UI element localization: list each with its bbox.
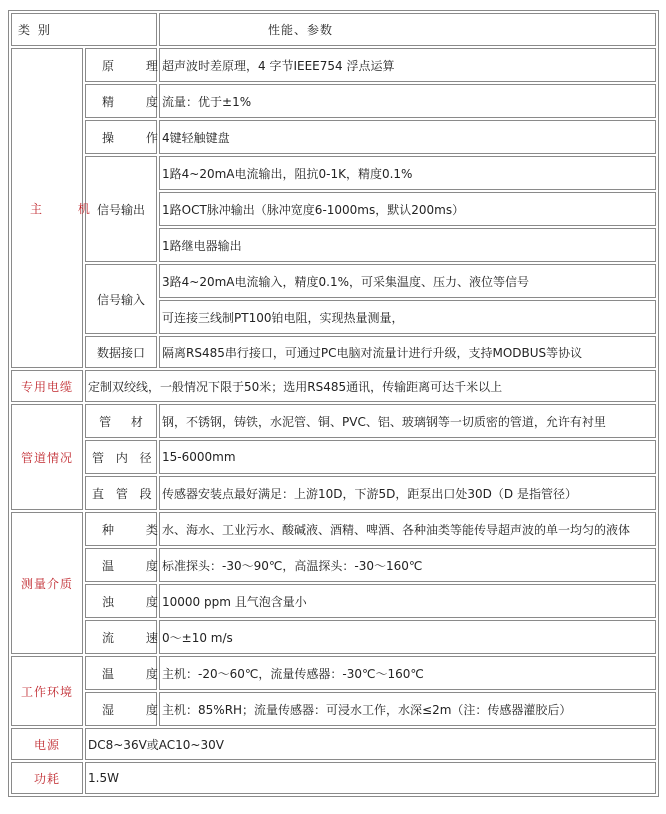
row-signal-out-1 <box>11 156 656 190</box>
value-pipe-material: 钢，不锈钢，铸铁，水泥管、铜、PVC、铝、玻璃钢等一切质密的管道，允许有衬里 <box>159 404 656 438</box>
row-pipe-straight <box>11 476 656 510</box>
label-medium-temp: 温 度 <box>85 548 157 582</box>
row-accuracy <box>11 84 656 118</box>
label-accuracy: 精 度 <box>85 84 157 118</box>
row-operation <box>11 120 656 154</box>
label-signal-in: 信号输入 <box>85 264 157 334</box>
value-principle: 超声波时差原理，4 字节IEEE754 浮点运算 <box>159 48 656 82</box>
row-signal-in-1 <box>11 264 656 298</box>
header-row <box>11 13 656 46</box>
label-data-interface: 数据接口 <box>85 336 157 368</box>
category-cable: 专用电缆 <box>11 370 83 402</box>
label-operation: 操 作 <box>85 120 157 154</box>
row-medium-type <box>11 512 656 546</box>
label-medium-turbidity: 浊 度 <box>85 584 157 618</box>
category-power: 电源 <box>11 728 83 760</box>
value-env-temp: 主机：-20～60℃，流量传感器：-30℃～160℃ <box>159 656 656 690</box>
value-cable: 定制双绞线，一般情况下限于50米；选用RS485通讯，传输距离可达千米以上 <box>85 370 656 402</box>
row-medium-temp <box>11 548 656 582</box>
value-operation: 4键轻触键盘 <box>159 120 656 154</box>
label-signal-out: 信号输出 <box>85 156 157 262</box>
category-pipe: 管道情况 <box>11 404 83 510</box>
label-principle: 原 理 <box>85 48 157 82</box>
label-pipe-straight: 直 管 段 <box>85 476 157 510</box>
row-env-humidity <box>11 692 656 726</box>
value-power: DC8~36V或AC10~30V <box>85 728 656 760</box>
value-accuracy: 流量：优于±1% <box>159 84 656 118</box>
row-principle <box>11 48 656 82</box>
value-pipe-straight: 传感器安装点最好满足：上游10D，下游5D，距泵出口处30D（D 是指管径） <box>159 476 656 510</box>
value-signal-in-1: 3路4~20mA电流输入，精度0.1%，可采集温度、压力、液位等信号 <box>159 264 656 298</box>
row-cable <box>11 370 656 402</box>
spec-table <box>8 10 659 797</box>
value-signal-out-3: 1路继电器输出 <box>159 228 656 262</box>
category-medium: 测量介质 <box>11 512 83 654</box>
value-consumption: 1.5W <box>85 762 656 794</box>
row-consumption <box>11 762 656 794</box>
label-medium-type: 种 类 <box>85 512 157 546</box>
value-pipe-diameter: 15-6000mm <box>159 440 656 474</box>
label-env-humidity: 湿 度 <box>85 692 157 726</box>
row-pipe-diameter <box>11 440 656 474</box>
category-host: 主 机 <box>11 48 83 368</box>
row-medium-turbidity <box>11 584 656 618</box>
value-signal-out-2: 1路OCT脉冲输出（脉冲宽度6-1000ms，默认200ms） <box>159 192 656 226</box>
label-pipe-material: 管 材 <box>85 404 157 438</box>
value-data-interface: 隔离RS485串行接口，可通过PC电脑对流量计进行升级，支持MODBUS等协议 <box>159 336 656 368</box>
row-env-temp <box>11 656 656 690</box>
header-parameters: 性能、参数 <box>159 13 656 46</box>
value-env-humidity: 主机：85%RH；流量传感器：可浸水工作，水深≤2m（注：传感器灌胶后） <box>159 692 656 726</box>
value-signal-out-1: 1路4~20mA电流输出，阻抗0-1K，精度0.1% <box>159 156 656 190</box>
value-signal-in-2: 可连接三线制PT100铂电阻，实现热量测量， <box>159 300 656 334</box>
value-medium-velocity: 0～±10 m/s <box>159 620 656 654</box>
label-pipe-diameter: 管 内 径 <box>85 440 157 474</box>
label-medium-velocity: 流 速 <box>85 620 157 654</box>
value-medium-temp: 标准探头：-30～90℃，高温探头：-30～160℃ <box>159 548 656 582</box>
category-env: 工作环境 <box>11 656 83 726</box>
category-consumption: 功耗 <box>11 762 83 794</box>
row-medium-velocity <box>11 620 656 654</box>
row-power <box>11 728 656 760</box>
value-medium-turbidity: 10000 ppm 且气泡含量小 <box>159 584 656 618</box>
value-medium-type: 水、海水、工业污水、酸碱液、酒精、啤酒、各种油类等能传导超声波的单一均匀的液体 <box>159 512 656 546</box>
label-env-temp: 温 度 <box>85 656 157 690</box>
header-category: 类 别 <box>11 13 157 46</box>
row-pipe-material <box>11 404 656 438</box>
row-data-interface <box>11 336 656 368</box>
